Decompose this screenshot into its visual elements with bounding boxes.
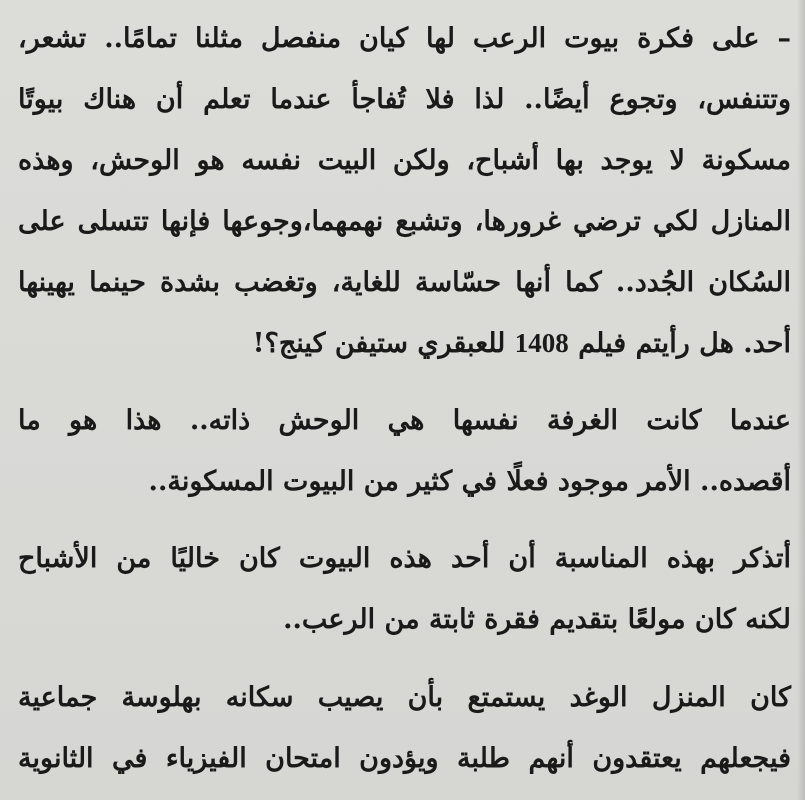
text-line: وتتنفس، وتجوع أيضًا.. لذا فلا تُفاجأ عندما تعلم أن هناك بيوتًا: [18, 84, 791, 115]
text-line: لكنه كان مولعًا بتقديم فقرة ثابتة من الرعب..: [283, 604, 791, 635]
text-line: كان المنزل الوغد يستمتع بأن يصيب سكانه بهلوسة جماعية: [18, 682, 791, 713]
text-line-film: [18, 326, 791, 361]
text-fragment: أحد. هل رأيتم فيلم: [578, 328, 791, 359]
film-number: 1408: [514, 328, 569, 358]
text-line: السُكان الجُدد.. كما أنها حسّاسة للغاية، وتغضب بشدة حينما يهينها: [18, 267, 791, 298]
text-line: عندما كانت الغرفة نفسها هي الوحش ذاته.. هذا هو ما: [18, 405, 791, 436]
text-fragment: للعبقري ستيفن كينج؟!: [252, 328, 506, 359]
page-edge-shadow: [797, 0, 805, 800]
text-line: أقصده.. الأمر موجود فعلًا في كثير من البيوت المسكونة..: [148, 466, 791, 497]
text-line: المنازل لكي ترضي غرورها، وتشبع نهمهما،وجوعها فإنها تتسلى على: [18, 206, 791, 237]
text-line: أتذكر بهذه المناسبة أن أحد هذه البيوت كان خاليًا من الأشباح: [18, 543, 791, 574]
text-line: – على فكرة بيوت الرعب لها كيان منفصل مثلنا تمامًا.. تشعر،: [18, 23, 791, 54]
text-line: مسكونة لا يوجد بها أشباح، ولكن البيت نفسه هو الوحش، وهذه: [18, 145, 791, 176]
text-line: فيجعلهم يعتقدون أنهم طلبة ويؤدون امتحان الفيزياء في الثانوية: [18, 743, 791, 774]
